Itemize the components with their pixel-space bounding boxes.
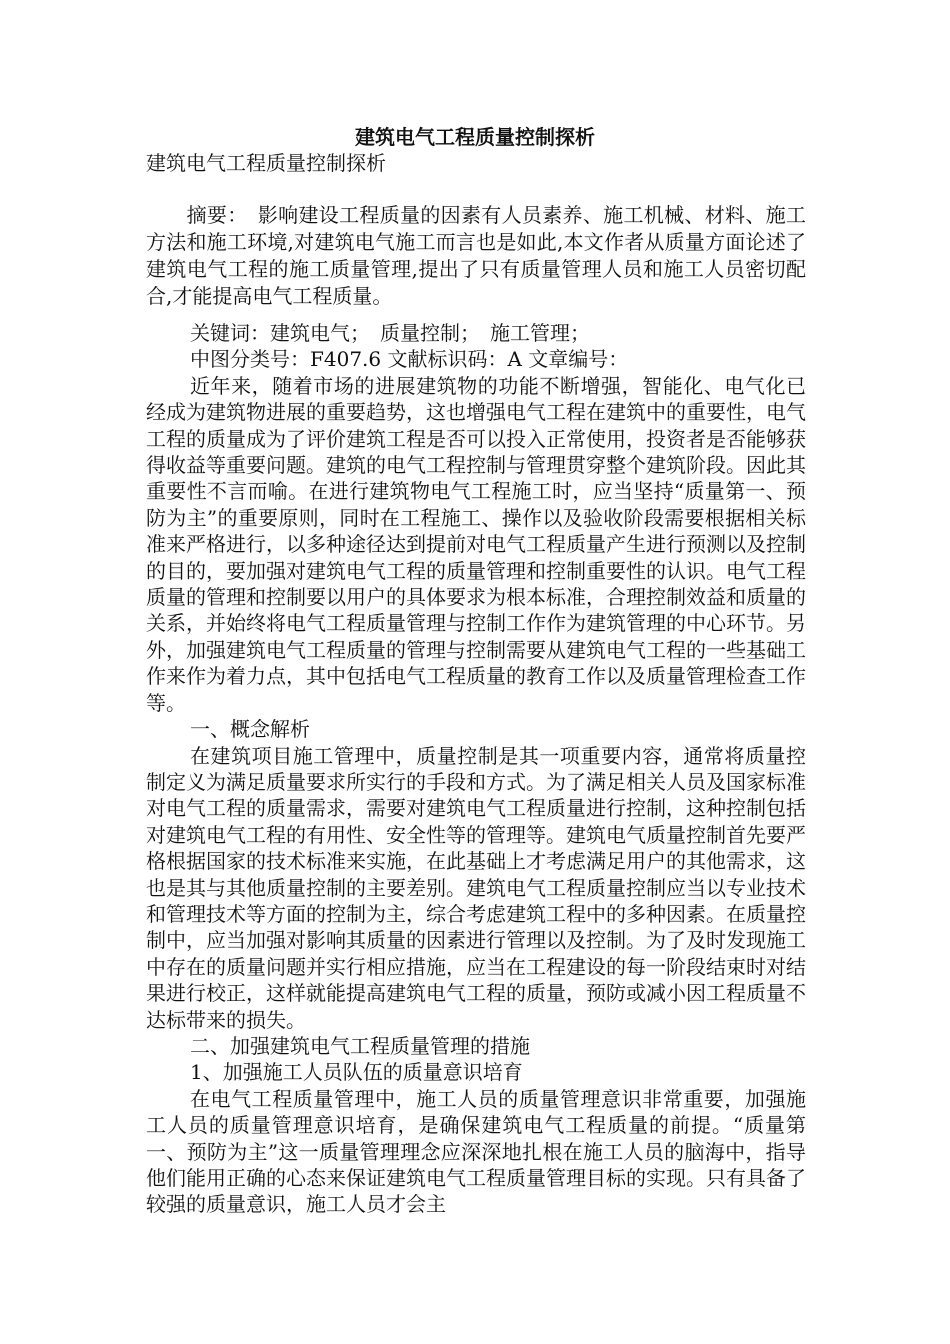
training-paragraph: 在电气工程质量管理中，施工人员的质量管理意识非常重要，加强施工人员的质量管理意识培育，是确保建筑电气工程质量的前提。“质量第一、预防为主”这一质量管理理念应深深地扎根在施工人员的脑海中，指导他们能用正确的心态来保证建筑电气工程质量管理目标的实现。只有具备了较强的质量意识，施工人员才会主 xyxy=(146,1086,806,1217)
keywords-line: 关键词：建筑电气； 质量控制； 施工管理； xyxy=(190,321,590,345)
intro-paragraph: 近年来，随着市场的进展建筑物的功能不断增强，智能化、电气化已经成为建筑物进展的重要趋势，这也增强电气工程在建筑中的重要性，电气工程的质量成为了评价建筑工程是否可以投入正常使用，投资者是否能够获得收益等重要问题。建筑的电气工程控制与管理贯穿整个建筑阶段。因此其重要性不言而喻。在进行建筑物电气工程施工时，应当坚持“质量第一、预防为主”的重要原则，同时在工程施工、操作以及验收阶段需要根据相关标准来严格进行，以多种途径达到提前对电气工程质量产生进行预测以及控制的目的，要加强对建筑电气工程的质量管理和控制重要性的认识。电气工程质量的管理和控制要以用户的具体要求为根本标准，合理控制效益和质量的关系，并始终将电气工程质量管理与控制工作作为建筑管理的中心环节。另外，加强建筑电气工程质量的管理与控制需要从建筑电气工程的一些基础工作来作为着力点，其中包括电气工程质量的教育工作以及质量管理检查工作等。 xyxy=(146,373,806,715)
document-title: 建筑电气工程质量控制探析 xyxy=(355,125,595,149)
subsection-heading-1: 1、加强施工人员队伍的质量意识培育 xyxy=(190,1060,523,1085)
body-text xyxy=(146,320,806,1218)
section-heading-2: 二、加强建筑电气工程质量管理的措施 xyxy=(190,1033,530,1058)
document-subtitle: 建筑电气工程质量控制探析 xyxy=(146,151,386,175)
classification-line: 中图分类号：F407.6 文献标识码：A 文章编号： xyxy=(190,347,629,372)
section-heading-1: 一、概念解析 xyxy=(190,717,310,742)
concept-paragraph: 在建筑项目施工管理中，质量控制是其一项重要内容，通常将质量控制定义为满足质量要求所实行的手段和方式。为了满足相关人员及国家标准对电气工程的质量需求，需要对建筑电气工程质量进行控制，这种控制包括对建筑电气工程的有用性、安全性等的管理等。建筑电气质量控制首先要严格根据国家的技术标准来实施，在此基础上才考虑满足用户的其他需求，这也是其与其他质量控制的主要差别。建筑电气工程质量控制应当以专业技术和管理技术等方面的控制为主，综合考虑建筑工程中的多种因素。在质量控制中，应当加强对影响其质量的因素进行管理以及控制。为了及时发现施工中存在的质量问题并实行相应措施，应当在工程建设的每一阶段结束时对结果进行校正，这样就能提高建筑电气工程的质量，预防或减小因工程质量不达标带来的损失。 xyxy=(146,743,806,1032)
abstract-paragraph: 摘要： 影响建设工程质量的因素有人员素养、施工机械、材料、施工方法和施工环境,对建筑电气施工而言也是如此,本文作者从质量方面论述了建筑电气工程的施工质量管理,提出了只有质量管理人员和施工人员密切配合,才能提高电气工程质量。 xyxy=(146,203,806,308)
